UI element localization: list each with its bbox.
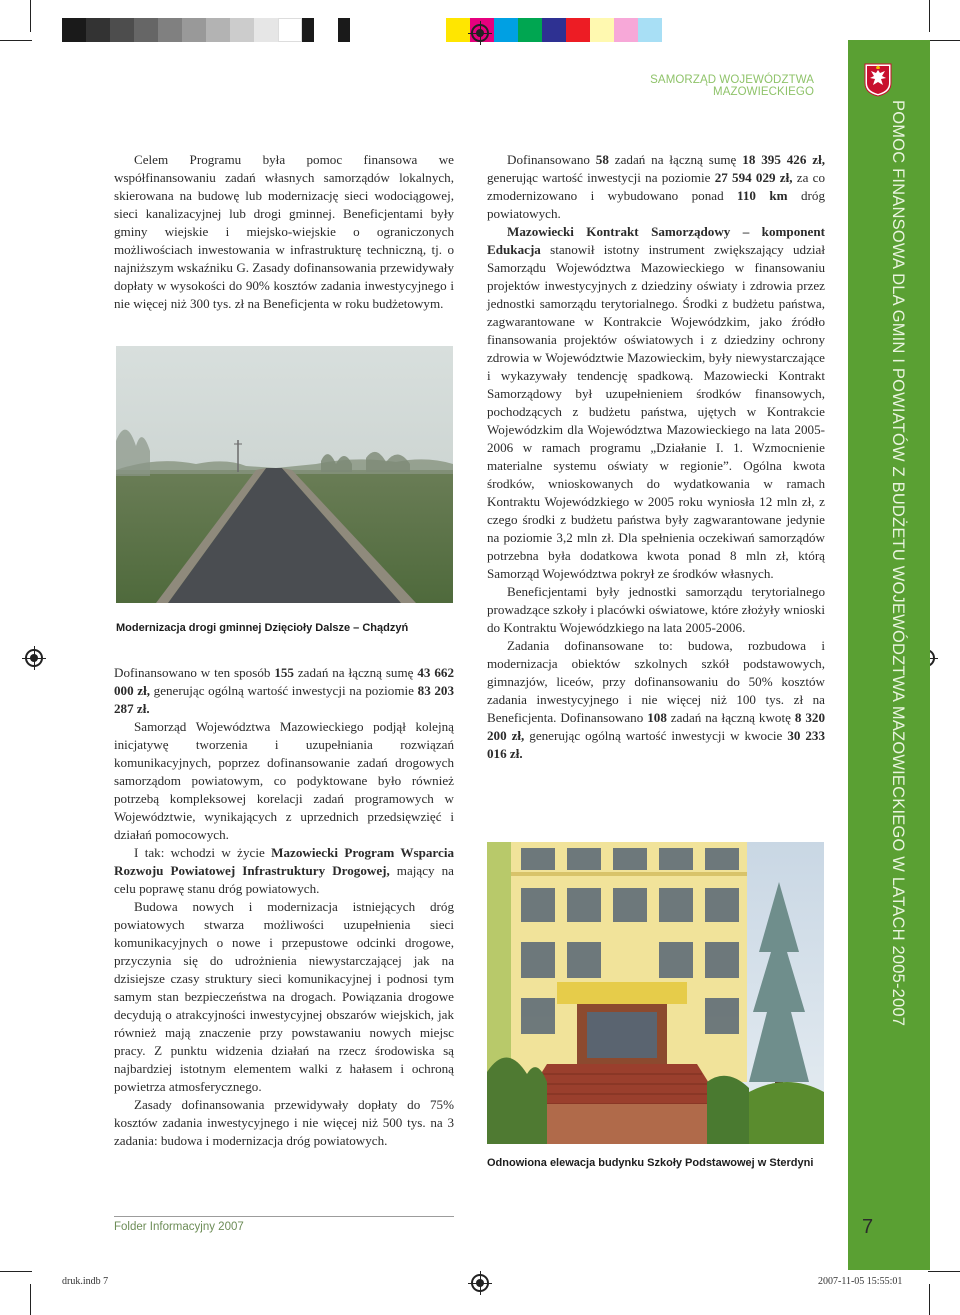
crop-mark (30, 0, 31, 32)
registration-mark-icon (471, 1274, 489, 1292)
education-contract-paragraph: Mazowiecki Kontrakt Samorządowy – komponent Edukacja stanowił istotny instrument zwiększający udział Samorządu Województwa Mazowieckiego w finansowaniu projektów inwestycyjnych z dziedziny oświaty i zdrowia przez jednostki samorządu terytorialnego. Środki z budżetu państwa, zagwarantowane w Kontrakcie Wojewódzkim, jako źródło finansowania projektów oświatowych i z dziedziny ochrony zdrowia w Województwie Mazowieckim, były niewystarczające i wykazywały tendencję spadkową. Mazowiecki Kontrakt Samorządowy był uzupełnieniem środków finansowych, pochodzących z budżetu państwa, ujętych w Kontrakcie Wojewódzkim dla Województwa Mazowieckiego na lata 2005-2006 w ramach programu „Działanie I. 1. Wzmocnienie materialne systemu oświaty w regionie”. Ogólna kwota środków, wnioskowanych do wydatkowania w ramach Kontraktu Wojewódzkiego w 2005 roku wyniosła 12 mln zł, z czego środki z budżetu państwa były zagwarantowane jedynie na poziomie 3,2 mln zł. Dla spełnienia oczekiwań samorządów potrzebna była dodatkowa kwota ponad 8 mln zł, którą Samorząd Województwa pokrył ze środków własnych. (487, 224, 825, 581)
left-column-intro (114, 151, 454, 313)
intro-paragraph: Celem Programu była pomoc finansowa we współfinansowaniu zadań własnych samorządów lokalnych, skierowana na budowę lub modernizację sieci wodociągowej, sieci kanalizacyjnej lub drogi gminnej. Beneficjentami były gminy wiejskie i miejsko-wiejskie o ograniczonych możliwościach inwestowania w infrastrukturę techniczną, tj. o najniższym wskaźniku G. Zasady dofinansowania przewidywały dopłaty w wysokości do 90% kosztów zadania inwestycyjnego i nie więcej niż 300 tys. zł na Beneficjenta w roku budżetowym. (114, 152, 454, 311)
school-photo-caption: Odnowiona elewacja budynku Szkoły Podstawowej w Sterdyni (487, 1157, 814, 1169)
initiative-paragraph: Samorząd Województwa Mazowieckiego podjął kolejną inicjatywę tworzenia i uzupełniania rozwiązań komunikacyjnych, poprzez dofinansowanie zadań drogowych samorządom powiatowym, co podyktowane było również potrzebą kompleksowej korelacji zadań programowych w Województwie, wynikających z uprzednich przedsięwzięć i działań pomocowych. (114, 719, 454, 842)
left-column-body (114, 664, 454, 1150)
school-photo (487, 842, 824, 1144)
program-paragraph: I tak: wchodzi w życie Mazowiecki Program Wsparcia Rozwoju Powiatowej Infrastruktury Drogowej, mający na celu poprawę stanu dróg powiatowych. (114, 845, 455, 896)
registration-mark-icon (25, 649, 43, 667)
crop-mark (928, 40, 960, 41)
footer-divider (114, 1216, 454, 1217)
right-column-body (487, 151, 825, 763)
school-building-image (487, 842, 824, 1144)
roads-funding-paragraph: Dofinansowano 58 zadań na łączną sumę 18 395 426 zł, generując wartość inwestycji na poziomie 27 594 029 zł, za co zmodernizowano i wybudowano ponad 110 km dróg powiatowych. (487, 152, 826, 221)
crop-mark (0, 40, 32, 41)
crop-mark (30, 1284, 31, 1315)
road-photo (116, 346, 453, 603)
crop-mark (929, 0, 930, 32)
roads-paragraph: Budowa nowych i modernizacja istniejących dróg powiatowych stwarza możliwości uzupełnienia sieci komunikacyjnych o nowe i przepustowe odcinki drogowe, przyczynia się do udrożnienia niewystarczającej jak na dzisiejsze czasy struktury sieci komunikacyjnej i podnosi tym samym stan bezpieczeństwa na drogach. Powiązania drogowe decydują o atrakcyjności inwestycyjnej obszarów wiejskich, jak również mają znaczenie przy powstawaniu nowych miejsc pracy. Z punktu widzenia działań na rzecz środowiska są najbardziej istotnym elementem walki z hałasem i ochroną powietrza atmosferycznego. (114, 899, 454, 1094)
crop-mark (0, 1271, 32, 1272)
rules-paragraph: Zasady dofinansowania przewidywały dopłaty do 75% kosztów zadania inwestycyjnego i nie więcej niż 500 tys. na 3 zadania: budowa i modernizacja dróg powiatowych. (114, 1097, 454, 1148)
road-photo-caption: Modernizacja drogi gminnej Dzięcioły Dalsze – Chądzyń (116, 622, 409, 634)
tasks-paragraph: Zadania dofinansowane to: budowa, rozbudowa i modernizacja obiektów szkolnych szkół podstawowych, gimnazjów, liceów, przy dofinansowaniu do 50% kosztów zadania inwestycyjnego i nie więcej niż 100 tys. zł na Beneficjenta. Dofinansowano 108 zadań na łączną kwotę 8 320 200 zł, generując ogólną wartość inwestycji w kwocie 30 233 016 zł. (487, 638, 825, 761)
color-calibration-bar (62, 18, 686, 42)
foggy-road-image (116, 346, 453, 603)
print-slug-file: druk.indb 7 (62, 1276, 109, 1287)
section-header: SAMORZĄD WOJEWÓDZTWA MAZOWIECKIEGO (650, 74, 814, 98)
registration-mark-icon (471, 24, 489, 42)
publication-name: Folder Informacyjny 2007 (114, 1221, 244, 1233)
crop-mark (928, 1271, 960, 1272)
print-slug-date: 2007-11-05 15:55:01 (818, 1276, 903, 1287)
page-number: 7 (862, 1216, 874, 1238)
side-band-title: POMOC FINANSOWA DLA GMIN I POWIATÓW Z BUDŻETU WOJEWÓDZTWA MAZOWIECKIEGO W LATACH 2005-2007 (889, 100, 907, 1027)
beneficiaries-paragraph: Beneficjentami były jednostki samorządu terytorialnego prowadzące szkoły i placówki oświatowe, które złożyły wnioski do Kontraktu Wojewódzkiego na lata 2005-2006. (487, 584, 825, 635)
funding-summary-paragraph: Dofinansowano w ten sposób 155 zadań na łączną sumę 43 662 000 zł, generując ogólną wartość inwestycji na poziomie 83 203 287 zł. (114, 665, 455, 716)
eagle-emblem-icon (864, 63, 892, 97)
crop-mark (929, 1284, 930, 1315)
